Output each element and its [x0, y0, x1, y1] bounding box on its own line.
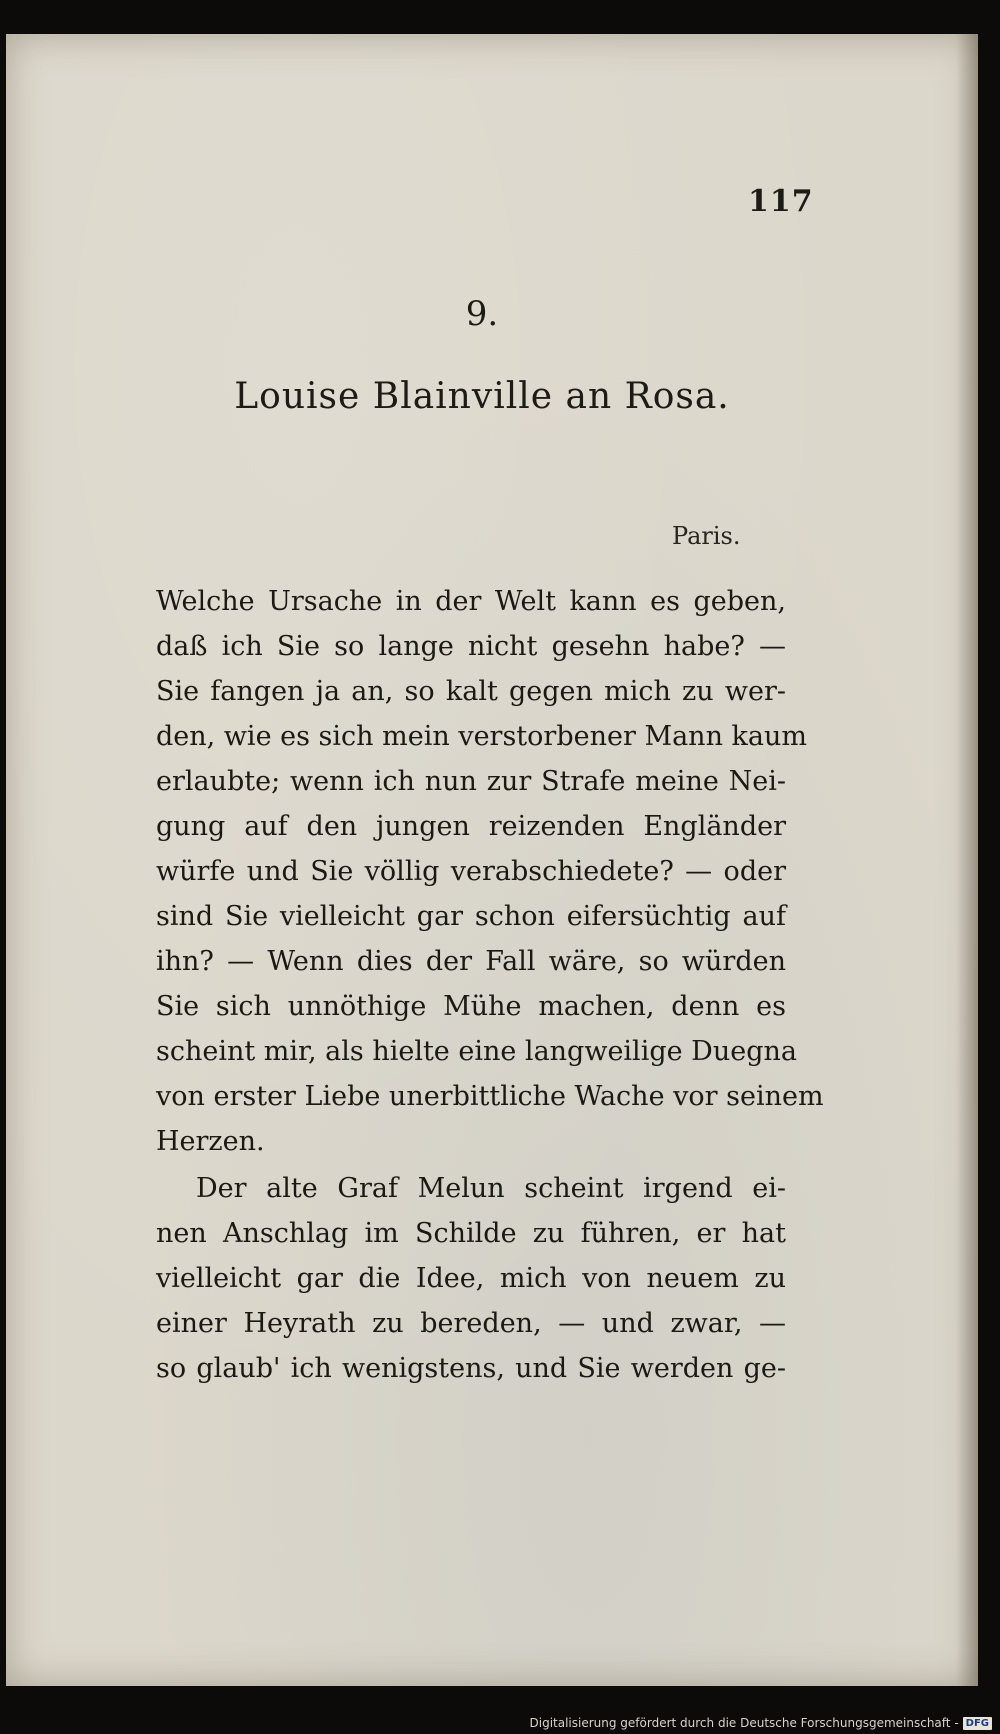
text-line: so glaub' ich wenigstens, und Sie werden ge- — [156, 1353, 786, 1384]
letter-title: Louise Blainville an Rosa. — [234, 376, 730, 417]
text-line: scheint mir, als hielte eine langweilige Duegna — [156, 1036, 797, 1067]
place-line: Paris. — [672, 522, 741, 550]
paragraph-2 — [156, 1166, 786, 1391]
text-line: Herzen. — [156, 1126, 265, 1157]
text-line: gung auf den jungen reizenden Engländer — [156, 811, 786, 842]
text-line: nen Anschlag im Schilde zu führen, er hat — [156, 1218, 786, 1249]
text-line: von erster Liebe unerbittliche Wache vor seinem — [156, 1081, 824, 1112]
text-line: Sie fangen ja an, so kalt gegen mich zu wer- — [156, 676, 786, 707]
page-number: 117 — [748, 184, 814, 219]
text-line: vielleicht gar die Idee, mich von neuem zu — [156, 1263, 786, 1294]
text-line: würfe und Sie völlig verabschiedete? — oder — [156, 856, 786, 887]
text-line: sind Sie vielleicht gar schon eifersüchtig auf — [156, 901, 786, 932]
page-spine-shadow — [956, 34, 978, 1686]
book-page — [6, 34, 978, 1686]
text-line: ihn? — Wenn dies der Fall wäre, so würden — [156, 946, 786, 977]
text-line: erlaubte; wenn ich nun zur Strafe meine Nei- — [156, 766, 786, 797]
text-line: Der alte Graf Melun scheint irgend ei- — [196, 1173, 786, 1204]
section-number: 9. — [465, 294, 499, 334]
dfg-logo-icon: DFG — [963, 1717, 992, 1730]
credit-text: Digitalisierung gefördert durch die Deutsche Forschungsgemeinschaft - — [529, 1716, 959, 1730]
text-line: Sie sich unnöthige Mühe machen, denn es — [156, 991, 786, 1022]
text-line: daß ich Sie so lange nicht gesehn habe? — — [156, 631, 786, 662]
paragraph-1 — [156, 579, 824, 1164]
text-line: einer Heyrath zu bereden, — und zwar, — — [156, 1308, 786, 1339]
digitization-credit — [530, 1716, 993, 1730]
text-line: den, wie es sich mein verstorbener Mann kaum — [156, 721, 807, 752]
text-line: Welche Ursache in der Welt kann es geben, — [156, 586, 786, 617]
